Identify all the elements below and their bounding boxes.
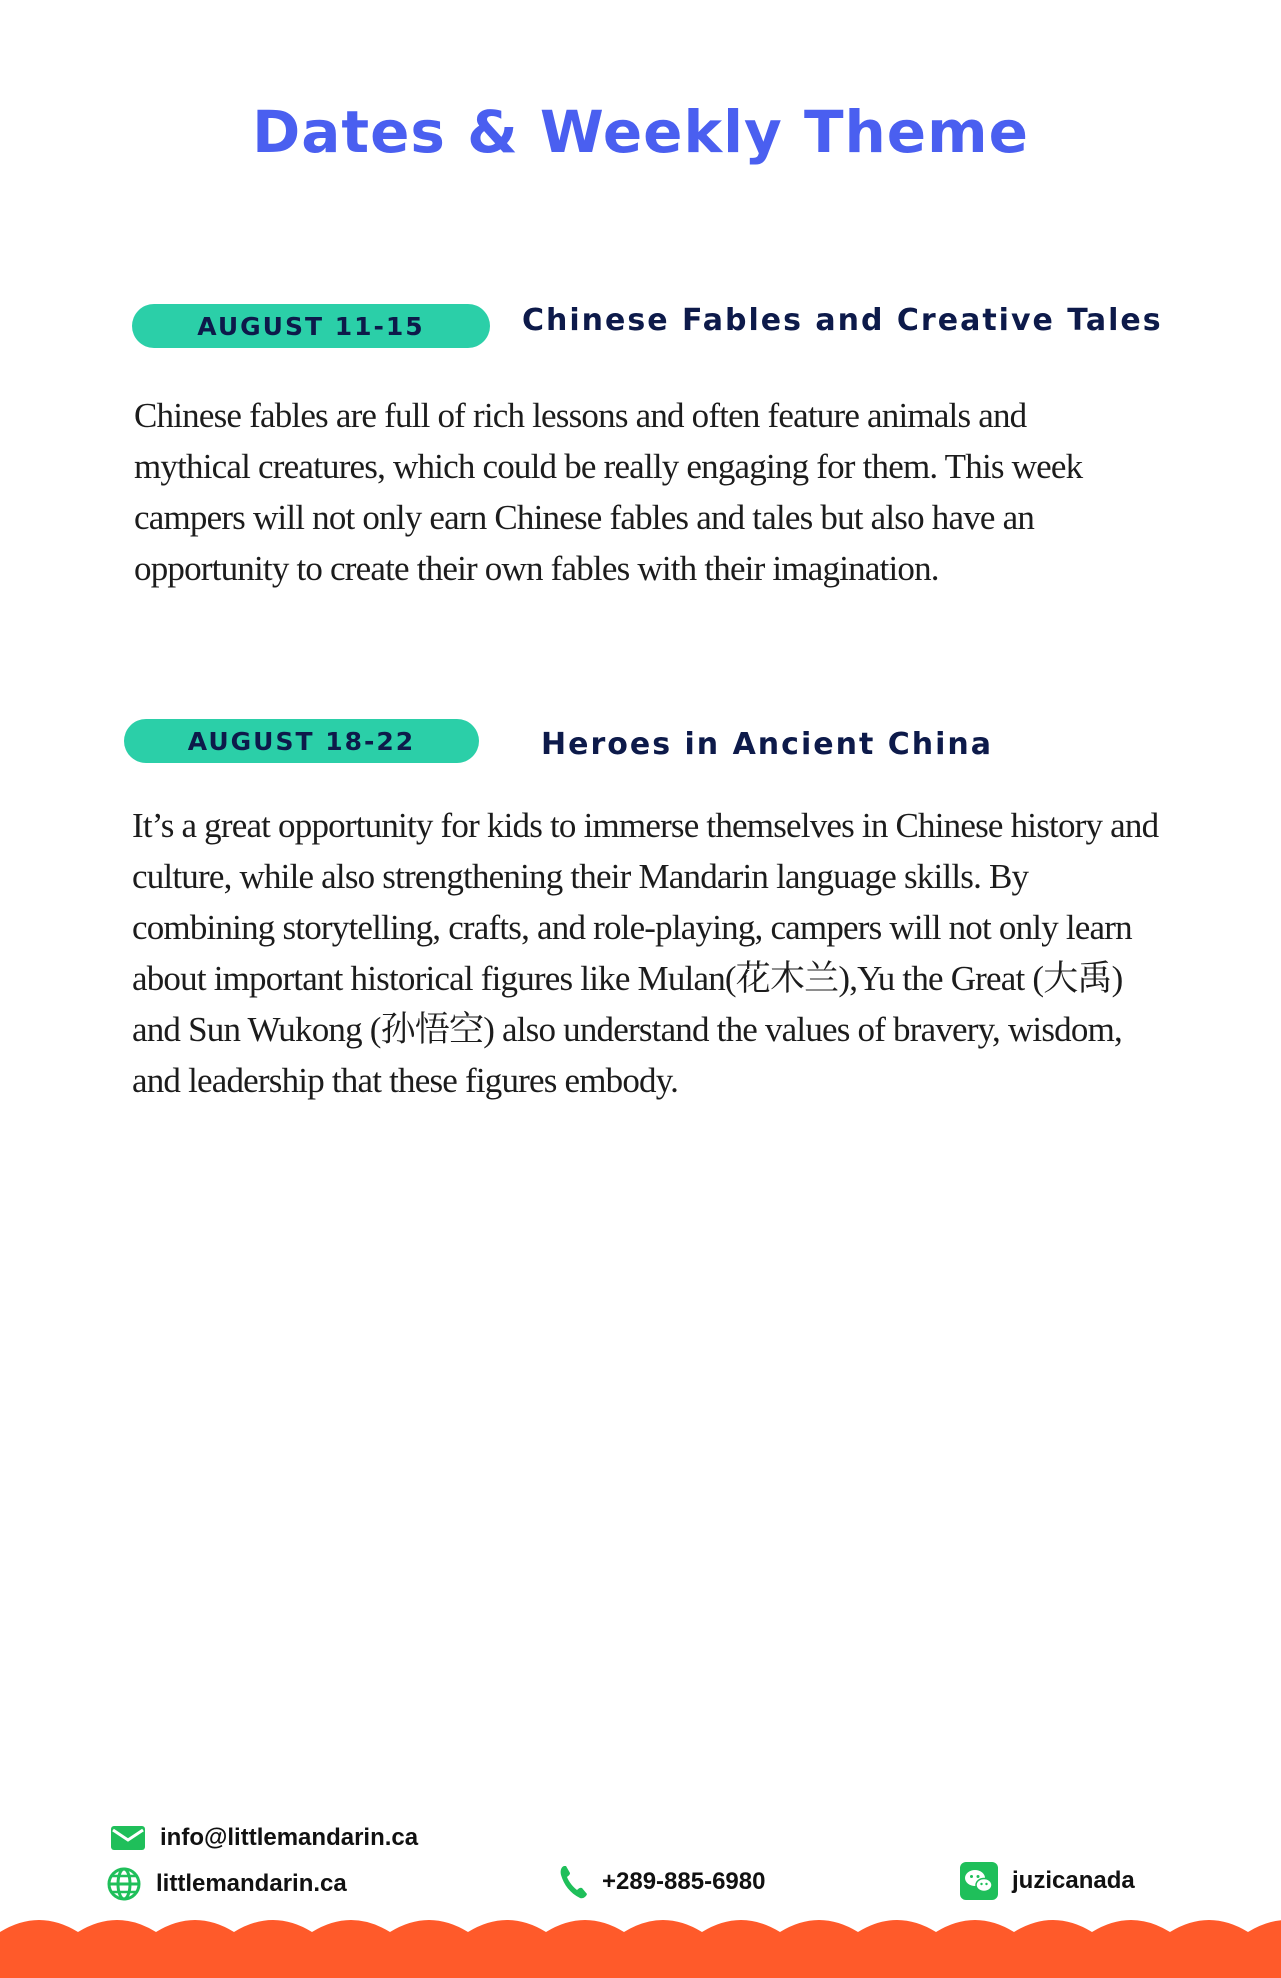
footer-wave bbox=[0, 1898, 1281, 1978]
wechat-text[interactable]: juzicanada bbox=[1012, 1867, 1135, 1894]
week-1-description: Chinese fables are full of rich lessons and often feature animals and mythical creatures, which could be really engaging for them. This week campers will not only earn Chinese fables and tales but also have an opportunity to create their own fables with their imagination. bbox=[134, 396, 1083, 588]
footer-phone[interactable] bbox=[558, 1863, 765, 1901]
wechat-icon bbox=[960, 1862, 998, 1900]
week-2-theme-title: Heroes in Ancient China bbox=[541, 727, 993, 762]
footer-wechat[interactable] bbox=[960, 1862, 1135, 1900]
footer-email[interactable] bbox=[110, 1824, 418, 1852]
page-title: Dates & Weekly Theme bbox=[252, 98, 1029, 166]
phone-icon bbox=[558, 1863, 588, 1901]
week-2-date-badge: AUGUST 18-22 bbox=[124, 719, 479, 763]
week-2-description: It’s a great opportunity for kids to immerse themselves in Chinese history and culture, while also strengthening their Mandarin language skills. By combining storytelling, crafts, and role-playing, campers will not only learn about important historical figures like Mulan(花木兰),Yu the Great (大禹) and Sun Wukong (孙悟空) also understand the values of bravery, wisdom, and leadership that these figures embody. bbox=[132, 806, 1159, 1100]
email-icon bbox=[110, 1824, 146, 1852]
week-1-date-badge: AUGUST 11-15 bbox=[132, 304, 490, 348]
globe-icon bbox=[106, 1866, 142, 1902]
website-text[interactable]: littlemandarin.ca bbox=[156, 1870, 347, 1897]
footer-website[interactable] bbox=[106, 1866, 347, 1902]
email-text[interactable]: info@littlemandarin.ca bbox=[160, 1824, 419, 1851]
phone-text[interactable]: +289-885-6980 bbox=[602, 1868, 766, 1895]
week-1-theme-title: Chinese Fables and Creative Tales bbox=[522, 303, 1163, 338]
